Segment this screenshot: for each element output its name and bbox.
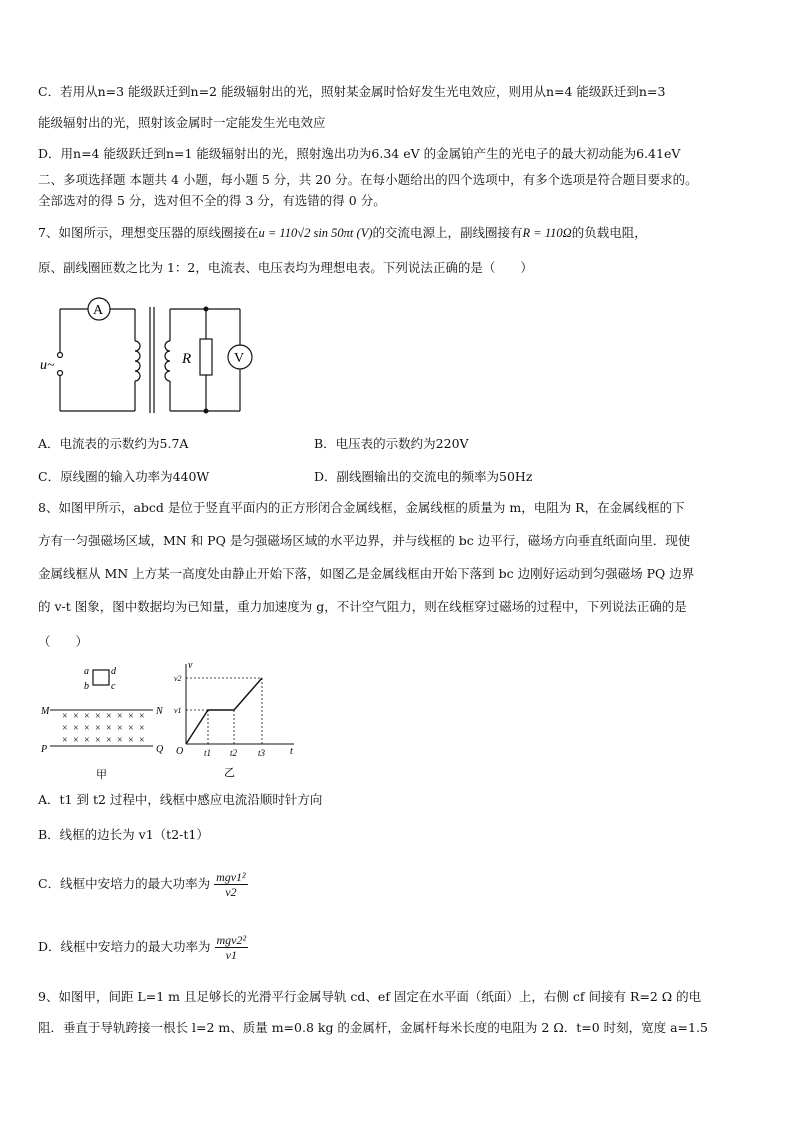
voltmeter-label: V xyxy=(234,351,245,366)
q6-option-c-line2: 能级辐射出的光，照射该金属时一定能发生光电效应 xyxy=(38,115,326,130)
q8-option-b: B．线框的边长为 v1（t2-t1） xyxy=(38,827,209,842)
q8-option-c-text: C．线框中安培力的最大功率为 xyxy=(38,876,211,891)
q7-resistor-formula: R = 110Ω xyxy=(522,226,572,240)
q7-stem-line2: 原、副线圈匝数之比为 1：2，电流表、电压表均为理想电表。下列说法正确的是（ ） xyxy=(38,260,533,275)
q7-stem-line1 xyxy=(38,225,647,241)
q7-stem-post: 的交流电源上，副线圈接有 xyxy=(372,225,523,240)
v2-tick-label: v2 xyxy=(174,674,182,683)
field-cross-mark: × xyxy=(95,723,101,734)
q8-option-c-fraction xyxy=(214,870,248,899)
figure-jia-magnetic-field xyxy=(38,662,178,780)
t3-tick-label: t3 xyxy=(258,748,266,758)
frame-label-c: c xyxy=(111,681,116,692)
q9-stem-line2: 阻．垂直于导轨跨接一根长 l=2 m、质量 m=0.8 kg 的金属杆，金属杆每米长度的电阻为 2 Ω．t=0 时刻，宽度 a=1.5 xyxy=(38,1020,708,1035)
q8-option-c xyxy=(38,870,248,899)
q8-option-d-denominator: v1 xyxy=(225,948,237,962)
source-label: u~ xyxy=(40,358,55,373)
section-header-line2: 全部选对的得 5 分，选对但不全的得 3 分，有选错的得 0 分。 xyxy=(38,193,386,208)
field-cross-mark: × xyxy=(139,723,145,734)
q7-option-d: D．副线圈输出的交流电的频率为50Hz xyxy=(314,469,533,484)
q7-option-c: C．原线圈的输入功率为440W xyxy=(38,469,210,484)
figure-yi-caption: 乙 xyxy=(224,767,235,779)
field-cross-mark: × xyxy=(73,711,79,722)
v-axis-label: v xyxy=(188,660,193,671)
frame-label-d: d xyxy=(111,666,116,677)
field-cross-mark: × xyxy=(117,735,123,746)
field-cross-mark: × xyxy=(117,723,123,734)
q7-option-b: B．电压表的示数约为220V xyxy=(314,436,469,451)
boundary-label-N: N xyxy=(156,706,163,717)
field-cross-mark: × xyxy=(117,711,123,722)
field-cross-mark: × xyxy=(128,711,134,722)
q7-stem-pre: 7、如图所示，理想变压器的原线圈接在 xyxy=(38,225,259,240)
frame-label-a: a xyxy=(84,666,89,677)
q8-stem-line3: 金属线框从 MN 上方某一高度处由静止开始下落，如图乙是金属线框由开始下落到 bc 边刚好运动到匀强磁场 PQ 边界 xyxy=(38,566,695,581)
field-cross-mark: × xyxy=(73,735,79,746)
t1-tick-label: t1 xyxy=(204,748,212,758)
field-cross-mark: × xyxy=(62,711,68,722)
field-cross-mark: × xyxy=(128,723,134,734)
frame-label-b: b xyxy=(84,681,89,692)
q9-stem-line1: 9、如图甲，间距 L=1 m 且足够长的光滑平行金属导轨 cd、ef 固定在水平面（纸面）上，右侧 cf 间接有 R=2 Ω 的电 xyxy=(38,989,702,1004)
q8-stem-line5: （ ） xyxy=(38,634,89,649)
field-cross-mark: × xyxy=(139,735,145,746)
field-cross-mark: × xyxy=(62,723,68,734)
field-cross-mark: × xyxy=(106,711,112,722)
q8-stem-line4: 的 v-t 图象，图中数据均为已知量，重力加速度为 g，不计空气阻力，则在线框穿过磁场的过程中，下列说法正确的是 xyxy=(38,599,687,614)
q8-option-d-numerator: mgv2² xyxy=(216,933,247,947)
v1-tick-label: v1 xyxy=(174,706,182,715)
t2-tick-label: t2 xyxy=(230,748,238,758)
ammeter-label: A xyxy=(93,303,104,318)
boundary-label-M: M xyxy=(41,706,50,717)
q8-option-c-numerator: mgv1² xyxy=(216,870,246,884)
q6-option-c-line1: C．若用从n=3 能级跃迁到n=2 能级辐射出的光，照射某金属时恰好发生光电效应，则用从n=4 能级跃迁到n=3 xyxy=(38,84,666,99)
boundary-label-P: P xyxy=(41,744,48,755)
q8-option-d xyxy=(38,933,248,962)
q7-voltage-formula: u = 110√2 sin 50πt (V) xyxy=(258,226,373,240)
t-axis-label: t xyxy=(290,746,293,757)
figure-yi-vt-graph xyxy=(172,658,302,780)
field-cross-mark: × xyxy=(62,735,68,746)
q7-option-a: A．电流表的示数约为5.7A xyxy=(38,436,189,451)
field-cross-mark: × xyxy=(139,711,145,722)
field-cross-mark: × xyxy=(106,723,112,734)
section-header-line1: 二、多项选择题 本题共 4 小题，每小题 5 分，共 20 分。在每小题给出的四个选项中，有多个选项是符合题目要求的。 xyxy=(38,172,698,187)
q8-stem-line1: 8、如图甲所示，abcd 是位于竖直平面内的正方形闭合金属线框，金属线框的质量为 m，电阻为 R，在金属线框的下 xyxy=(38,500,685,515)
q8-stem-line2: 方有一匀强磁场区域，MN 和 PQ 是匀强磁场区域的水平边界，并与线框的 bc 边平行，磁场方向垂直纸面向里．现使 xyxy=(38,533,691,548)
field-cross-mark: × xyxy=(73,723,79,734)
resistor-label: R xyxy=(182,351,192,367)
boundary-label-Q: Q xyxy=(156,744,164,755)
metal-frame xyxy=(93,670,109,685)
q8-option-d-text: D．线框中安培力的最大功率为 xyxy=(38,939,211,954)
magnetic-field-crosses xyxy=(62,711,145,746)
q7-stem-end: 的负载电阻， xyxy=(571,225,647,240)
field-cross-mark: × xyxy=(106,735,112,746)
q8-option-d-fraction xyxy=(215,933,249,962)
field-cross-mark: × xyxy=(128,735,134,746)
figure-jia-caption: 甲 xyxy=(96,769,107,780)
q8-option-a: A．t1 到 t2 过程中，线框中感应电流沿顺时针方向 xyxy=(38,792,323,807)
field-cross-mark: × xyxy=(84,735,90,746)
field-cross-mark: × xyxy=(84,711,90,722)
field-cross-mark: × xyxy=(95,735,101,746)
field-cross-mark: × xyxy=(95,711,101,722)
q6-option-d: D．用n=4 能级跃迁到n=1 能级辐射出的光，照射逸出功为6.34 eV 的金属铂产生的光电子的最大初动能为6.41eV xyxy=(38,146,681,161)
transformer-circuit-diagram xyxy=(40,293,270,415)
q8-option-c-denominator: v2 xyxy=(225,885,237,899)
field-cross-mark: × xyxy=(84,723,90,734)
origin-label: O xyxy=(176,746,184,757)
